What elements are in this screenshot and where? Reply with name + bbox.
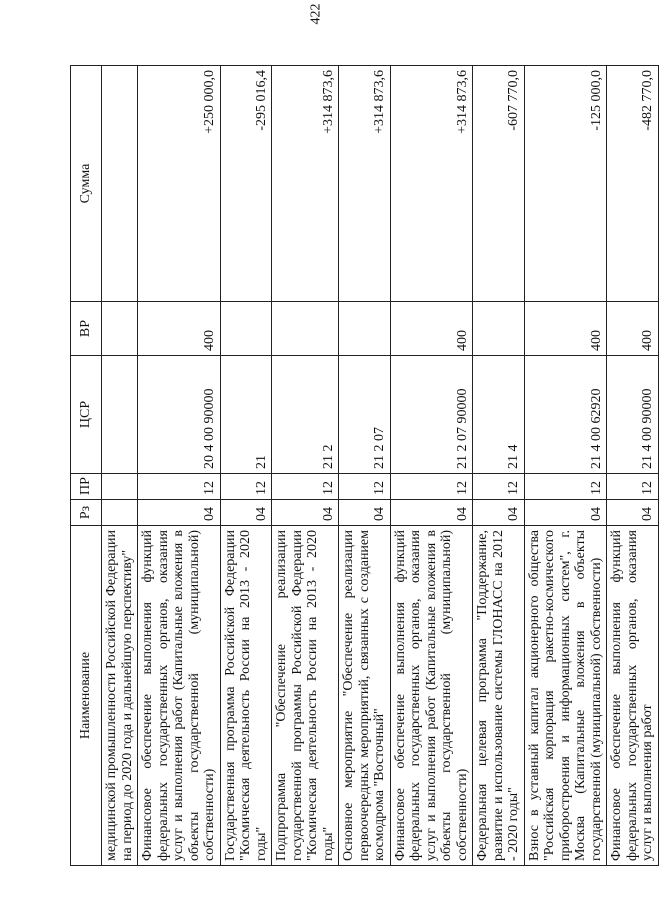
- cell-pr: 12: [607, 474, 659, 500]
- cell-rz: 04: [272, 500, 339, 526]
- cell-rz: 04: [390, 500, 473, 526]
- cell-sum: -125 000,0: [524, 66, 607, 302]
- table-row: [102, 66, 138, 866]
- cell-sum: -607 770,0: [473, 66, 525, 302]
- cell-csr: [102, 356, 138, 474]
- cell-rz: 04: [473, 500, 525, 526]
- table-row: [524, 66, 607, 866]
- cell-name: Финансовое обеспечение выполнения функций федеральных государственных органов, оказания услуг и выполнения работ (Капитальные вложения в объекты государственной (муниципальной) собственности): [138, 526, 221, 866]
- cell-rz: [102, 500, 138, 526]
- cell-pr: 12: [473, 474, 525, 500]
- header-name: Наименование: [71, 526, 102, 866]
- cell-rz: 04: [524, 500, 607, 526]
- cell-pr: 12: [390, 474, 473, 500]
- table-body: [102, 66, 659, 866]
- cell-pr: 12: [524, 474, 607, 500]
- table-row: [339, 66, 391, 866]
- cell-pr: [102, 474, 138, 500]
- cell-vr: 400: [607, 302, 659, 356]
- table-row: [272, 66, 339, 866]
- cell-rz: 04: [607, 500, 659, 526]
- cell-vr: [102, 302, 138, 356]
- table-row: [220, 66, 272, 866]
- table-header-row: [71, 66, 102, 866]
- cell-vr: 400: [138, 302, 221, 356]
- cell-name: медицинской промышленности Российской Федерации на период до 2020 года и дальнейшую перспективу": [102, 526, 138, 866]
- cell-sum: -295 016,4: [220, 66, 272, 302]
- cell-csr: 21 4: [473, 356, 525, 474]
- cell-sum: +314 873,6: [272, 66, 339, 302]
- cell-pr: 12: [138, 474, 221, 500]
- table-row: [138, 66, 221, 866]
- cell-name: Федеральная целевая программа "Поддержание, развитие и использование системы ГЛОНАСС на 2012 - 2020 годы": [473, 526, 525, 866]
- cell-vr: [339, 302, 391, 356]
- cell-csr: 21 2: [272, 356, 339, 474]
- cell-csr: 21 4 00 62920: [524, 356, 607, 474]
- cell-csr: 21: [220, 356, 272, 474]
- cell-rz: 04: [138, 500, 221, 526]
- cell-name: Подпрограмма "Обеспечение реализации государственной программы Российской Федерации "Космическая деятельность России на 2013 - 2020 годы": [272, 526, 339, 866]
- header-pr: ПР: [71, 474, 102, 500]
- cell-vr: [473, 302, 525, 356]
- cell-vr: [272, 302, 339, 356]
- cell-rz: 04: [220, 500, 272, 526]
- cell-vr: 400: [390, 302, 473, 356]
- cell-csr: 21 4 00 90000: [607, 356, 659, 474]
- cell-pr: 12: [220, 474, 272, 500]
- header-sum: Сумма: [71, 66, 102, 302]
- budget-table: [70, 65, 659, 866]
- table-row: [607, 66, 659, 866]
- cell-rz: 04: [339, 500, 391, 526]
- header-rz: Рз: [71, 500, 102, 526]
- cell-sum: +314 873,6: [339, 66, 391, 302]
- cell-sum: +250 000,0: [138, 66, 221, 302]
- table-row: [473, 66, 525, 866]
- cell-name: Основное мероприятие "Обеспечение реализации первоочередных мероприятий, связанных с созданием космодрома "Восточный": [339, 526, 391, 866]
- rotated-table-container: [70, 66, 655, 866]
- cell-pr: 12: [339, 474, 391, 500]
- header-vr: ВР: [71, 302, 102, 356]
- cell-name: Взнос в уставный капитал акционерного общества "Российская корпорация ракетно-космического приборостроения и информационных систем", г. Москва (Капитальные вложения в объекты государственной (муниципальной) собственности): [524, 526, 607, 866]
- cell-csr: 21 2 07 90000: [390, 356, 473, 474]
- table-row: [390, 66, 473, 866]
- cell-csr: 20 4 00 90000: [138, 356, 221, 474]
- cell-sum: -482 770,0: [607, 66, 659, 302]
- header-csr: ЦСР: [71, 356, 102, 474]
- cell-name: Финансовое обеспечение выполнения функций федеральных государственных органов, оказания услуг и выполнения работ: [607, 526, 659, 866]
- cell-name: Государственная программа Российской Федерации "Космическая деятельность России на 2013 - 2020 годы": [220, 526, 272, 866]
- cell-vr: [220, 302, 272, 356]
- cell-sum: +314 873,6: [390, 66, 473, 302]
- page-number: 422: [308, 3, 324, 25]
- cell-name: Финансовое обеспечение выполнения функций федеральных государственных органов, оказания услуг и выполнения работ (Капитальные вложения в объекты государственной (муниципальной) собственности): [390, 526, 473, 866]
- cell-pr: 12: [272, 474, 339, 500]
- cell-csr: 21 2 07: [339, 356, 391, 474]
- cell-sum: [102, 66, 138, 302]
- cell-vr: 400: [524, 302, 607, 356]
